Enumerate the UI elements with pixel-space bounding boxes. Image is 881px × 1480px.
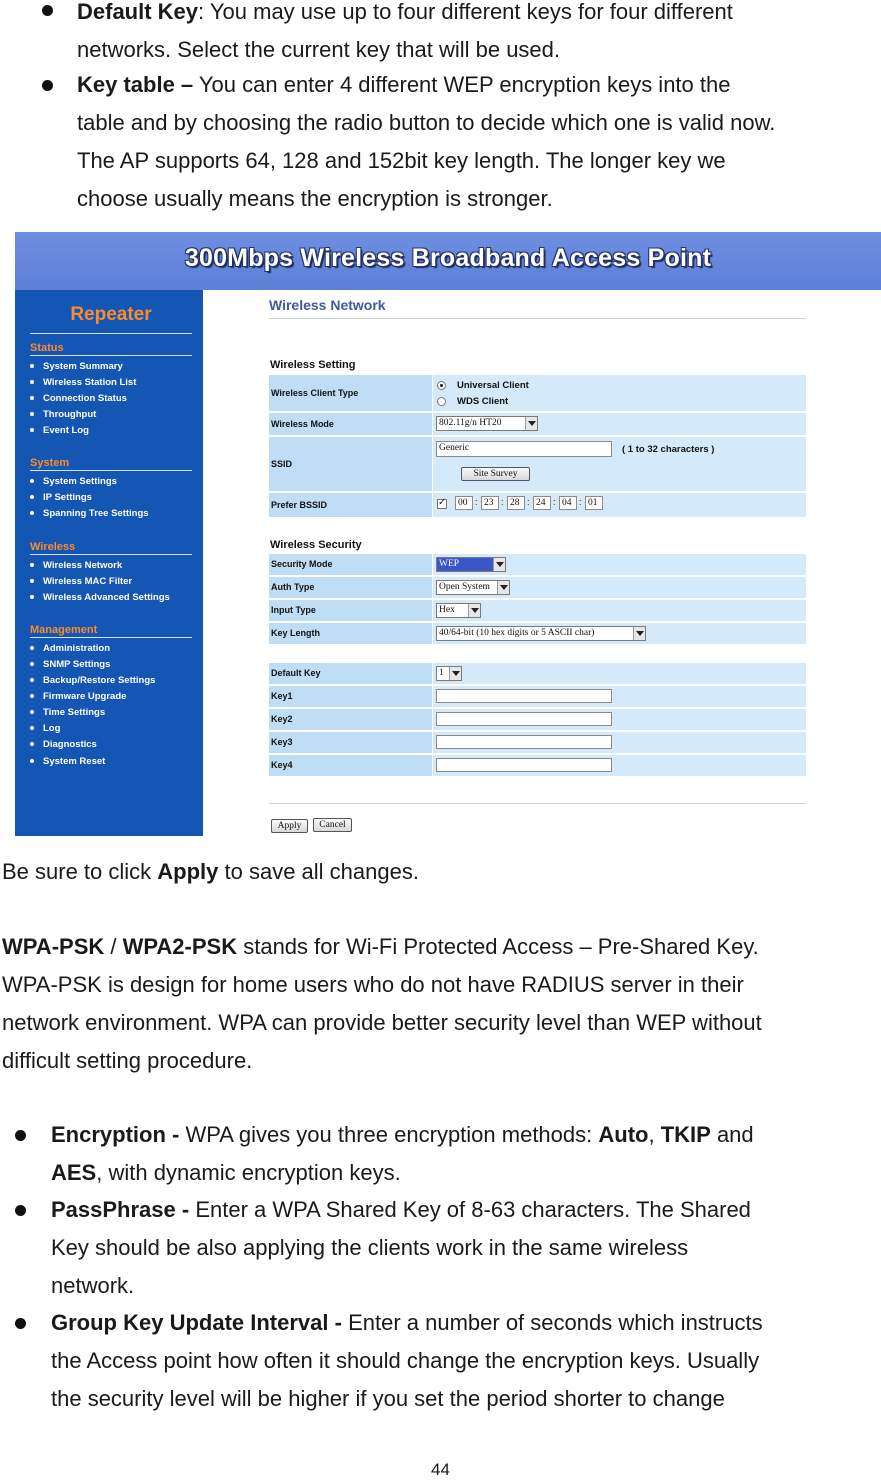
bullet-bold: Key table –	[77, 72, 194, 97]
chevron-down-icon	[525, 417, 537, 430]
prefer-bssid-label: Prefer BSSID	[271, 500, 328, 510]
sidebar-item-diagnostics[interactable]: Diagnostics	[30, 739, 97, 750]
row-wireless-mode	[269, 413, 806, 435]
key-length-value: 40/64-bit (10 hex digits or 5 ASCII char)	[439, 628, 595, 638]
row-client-type	[269, 375, 806, 411]
row-prefer-bssid: Prefer BSSID ✓ 00 : 23 : 28 : 24 : 04 : 01	[269, 493, 806, 517]
universal-client-label: Universal Client	[457, 380, 529, 391]
page-title: Wireless Network	[269, 297, 386, 313]
cancel-button[interactable]: Cancel	[313, 818, 352, 832]
row-input-type	[269, 600, 806, 621]
ssid-hint: ( 1 to 32 characters )	[622, 444, 715, 455]
sidebar-item-wireless-advanced[interactable]: Wireless Advanced Settings	[30, 592, 170, 603]
auth-type-label: Auth Type	[271, 582, 315, 592]
default-key-label: Default Key	[271, 668, 321, 678]
sidebar-item-wireless-mac-filter[interactable]: Wireless MAC Filter	[30, 576, 132, 587]
default-key-value: 1	[439, 668, 444, 678]
banner-title: 300Mbps Wireless Broadband Access Point	[184, 244, 712, 272]
bullet-text-cont: networks. Select the current key that will be used.	[77, 37, 561, 62]
auth-type-value: Open System	[439, 582, 490, 592]
wds-client-radio[interactable]	[437, 397, 446, 406]
client-type-label: Wireless Client Type	[271, 388, 359, 398]
wireless-mode-value: 802.11g/n HT20	[439, 418, 502, 428]
row-auth-type	[269, 577, 806, 598]
bssid-octet-6[interactable]: 01	[585, 496, 603, 510]
bullet-dot	[42, 80, 53, 91]
key2-label: Key2	[271, 714, 293, 724]
sidebar-item-system-settings[interactable]: System Settings	[30, 476, 117, 487]
security-mode-select[interactable]	[436, 557, 506, 572]
bullet-dot	[15, 1318, 26, 1329]
sidebar-item-event-log[interactable]: Event Log	[30, 425, 89, 436]
row-key1	[269, 686, 806, 707]
sidebar-section-wireless: Wireless	[30, 541, 192, 555]
router-banner	[15, 232, 881, 290]
bullet-text-cont: The AP supports 64, 128 and 152bit key length. The longer key we	[77, 148, 726, 173]
wireless-mode-label: Wireless Mode	[271, 419, 334, 429]
sidebar-item-connection-status[interactable]: Connection Status	[30, 393, 127, 404]
key1-input[interactable]	[436, 689, 612, 703]
default-key-select[interactable]	[436, 666, 462, 681]
key1-label: Key1	[271, 691, 293, 701]
input-type-select[interactable]	[436, 603, 481, 618]
security-mode-label: Security Mode	[271, 559, 333, 569]
site-survey-button[interactable]: Site Survey	[461, 467, 530, 481]
universal-client-radio[interactable]	[437, 381, 446, 390]
key-length-select[interactable]	[436, 626, 646, 641]
ssid-input[interactable]: Generic	[436, 441, 612, 457]
key2-input[interactable]	[436, 712, 612, 726]
prefer-bssid-checkbox[interactable]	[437, 499, 447, 509]
bssid-octet-4[interactable]: 24	[533, 496, 551, 510]
key3-input[interactable]	[436, 735, 612, 749]
chevron-down-icon	[449, 667, 461, 680]
chevron-down-icon	[493, 558, 505, 571]
wds-client-label: WDS Client	[457, 396, 509, 407]
sidebar-section-status: Status	[30, 342, 192, 356]
sidebar-item-wireless-network[interactable]: Wireless Network	[30, 560, 122, 571]
row-key4	[269, 755, 806, 776]
bullet-text-cont: choose usually means the encryption is stronger.	[77, 186, 553, 211]
chevron-down-icon	[633, 627, 645, 640]
key3-label: Key3	[271, 737, 293, 747]
router-main-panel	[203, 290, 881, 836]
router-screenshot	[15, 232, 881, 836]
sidebar-section-system: System	[30, 457, 192, 471]
wireless-mode-select[interactable]	[436, 416, 538, 431]
ssid-label: SSID	[271, 459, 293, 469]
sidebar-item-system-summary[interactable]: System Summary	[30, 361, 123, 372]
sidebar-item-administration[interactable]: Administration	[30, 643, 110, 654]
apply-button[interactable]: Apply	[271, 819, 308, 833]
sidebar-item-log[interactable]: Log	[30, 723, 60, 734]
sidebar-title-text: Repeater	[70, 304, 152, 325]
sidebar-item-wireless-station-list[interactable]: Wireless Station List	[30, 377, 136, 388]
bssid-octet-2[interactable]: 23	[481, 496, 499, 510]
bullet-dot	[15, 1130, 26, 1141]
bullet-text: You can enter 4 different WEP encryption keys into the	[193, 72, 731, 97]
footer-rule	[269, 803, 806, 804]
row-default-key	[269, 663, 806, 684]
apply-note: Be sure to click Apply to save all changes.	[2, 859, 419, 884]
bullet-dot	[42, 5, 53, 16]
sidebar-item-firmware-upgrade[interactable]: Firmware Upgrade	[30, 691, 126, 702]
bssid-octet-3[interactable]: 28	[507, 496, 525, 510]
page-number: 44	[431, 1460, 450, 1479]
chevron-down-icon	[497, 581, 509, 594]
security-mode-value: WEP	[439, 559, 460, 569]
sidebar-item-backup-restore[interactable]: Backup/Restore Settings	[30, 675, 155, 686]
auth-type-select[interactable]	[436, 580, 510, 595]
key-length-label: Key Length	[271, 628, 321, 638]
wireless-security-title: Wireless Security	[270, 539, 362, 551]
bullet-text: : You may use up to four different keys for four different	[198, 0, 733, 24]
input-type-label: Input Type	[271, 605, 316, 615]
sidebar-item-ip-settings[interactable]: IP Settings	[30, 492, 92, 503]
sidebar-item-snmp-settings[interactable]: SNMP Settings	[30, 659, 110, 670]
bssid-octet-5[interactable]: 04	[559, 496, 577, 510]
input-type-value: Hex	[439, 605, 455, 615]
bullet-text-cont: table and by choosing the radio button to decide which one is valid now.	[77, 110, 776, 135]
chevron-down-icon	[468, 604, 480, 617]
row-key3	[269, 732, 806, 753]
wireless-setting-title: Wireless Setting	[270, 359, 356, 371]
bssid-octet-1[interactable]: 00	[455, 496, 473, 510]
sidebar-item-throughput[interactable]: Throughput	[30, 409, 96, 420]
bullet-dot	[15, 1205, 26, 1216]
row-security-mode	[269, 554, 806, 575]
bullet-bold: Default Key	[77, 0, 199, 24]
key4-input[interactable]	[436, 758, 612, 772]
sidebar-item-time-settings[interactable]: Time Settings	[30, 707, 105, 718]
key4-label: Key4	[271, 760, 293, 770]
sidebar-item-spanning-tree[interactable]: Spanning Tree Settings	[30, 508, 149, 519]
sidebar-title	[30, 300, 192, 334]
row-key-length	[269, 623, 806, 644]
sidebar-section-management: Management	[30, 624, 192, 638]
sidebar-item-system-reset[interactable]: System Reset	[30, 756, 105, 767]
wpa-paragraph: WPA-PSK / WPA2-PSK stands for Wi-Fi Protected Access – Pre-Shared Key. WPA-PSK is design for home users who do not have RADIUS server in their network environment. WPA can provide better security level than WEP without difficult setting procedure.	[2, 934, 762, 1073]
row-ssid	[269, 437, 806, 491]
router-sidebar	[15, 290, 203, 836]
row-key2	[269, 709, 806, 730]
title-rule	[269, 318, 806, 319]
